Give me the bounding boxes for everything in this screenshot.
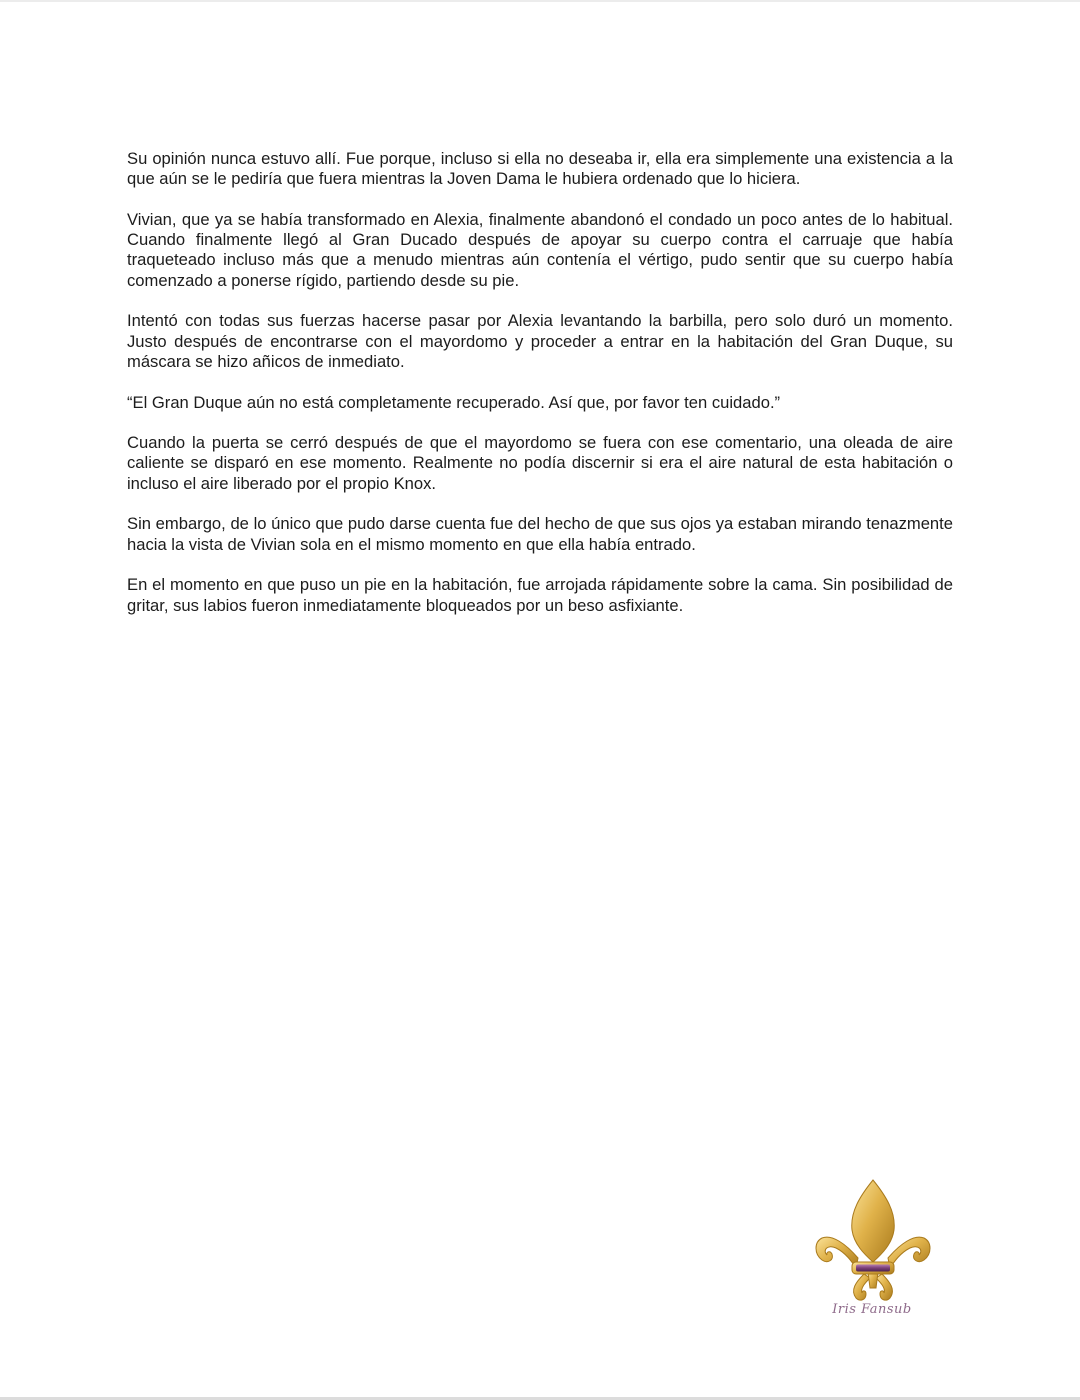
paragraph: En el momento en que puso un pie en la habitación, fue arrojada rápidamente sobre la cama. Sin posibilidad de gritar, sus labios fueron inmediatamente bloqueados por un beso asfixiante. — [127, 575, 953, 615]
paragraph: Su opinión nunca estuvo allí. Fue porque, incluso si ella no deseaba ir, ella era simplemente una existencia a la que aún se le pediría que fuera mientras la Joven Dama le hubiera ordenado que lo hiciera. — [127, 149, 953, 189]
document-body — [127, 149, 953, 636]
paragraph: “El Gran Duque aún no está completamente recuperado. Así que, por favor ten cuidado.” — [127, 392, 781, 412]
paragraph: Vivian, que ya se había transformado en Alexia, finalmente abandonó el condado un poco antes de lo habitual. Cuando finalmente llegó al Gran Ducado después de apoyar su cuerpo contra el carruaje que había traqueteado incluso más que a menudo mientras aún contenía el vértigo, pudo sentir que su cuerpo había comenzado a ponerse rígido, partiendo desde su pie. — [127, 209, 953, 290]
paragraph: Sin embargo, de lo único que pudo darse cuenta fue del hecho de que sus ojos ya estaban mirando tenazmente hacia la vista de Vivian sola en el mismo momento en que ella había entrado. — [127, 514, 953, 554]
paragraph: Intentó con todas sus fuerzas hacerse pasar por Alexia levantando la barbilla, pero solo duró un momento. Justo después de encontrarse con el mayordomo y proceder a entrar en la habitación del Gran Duque, su máscara se hizo añicos de inmediato. — [127, 311, 953, 371]
paragraph: Cuando la puerta se cerró después de que el mayordomo se fuera con ese comentario, una oleada de aire caliente se disparó en ese momento. Realmente no podía discernir si era el aire natural de esta habitación o incluso el aire liberado por el propio Knox. — [127, 433, 953, 493]
signature-watermark: Iris Fansub — [832, 1302, 912, 1317]
